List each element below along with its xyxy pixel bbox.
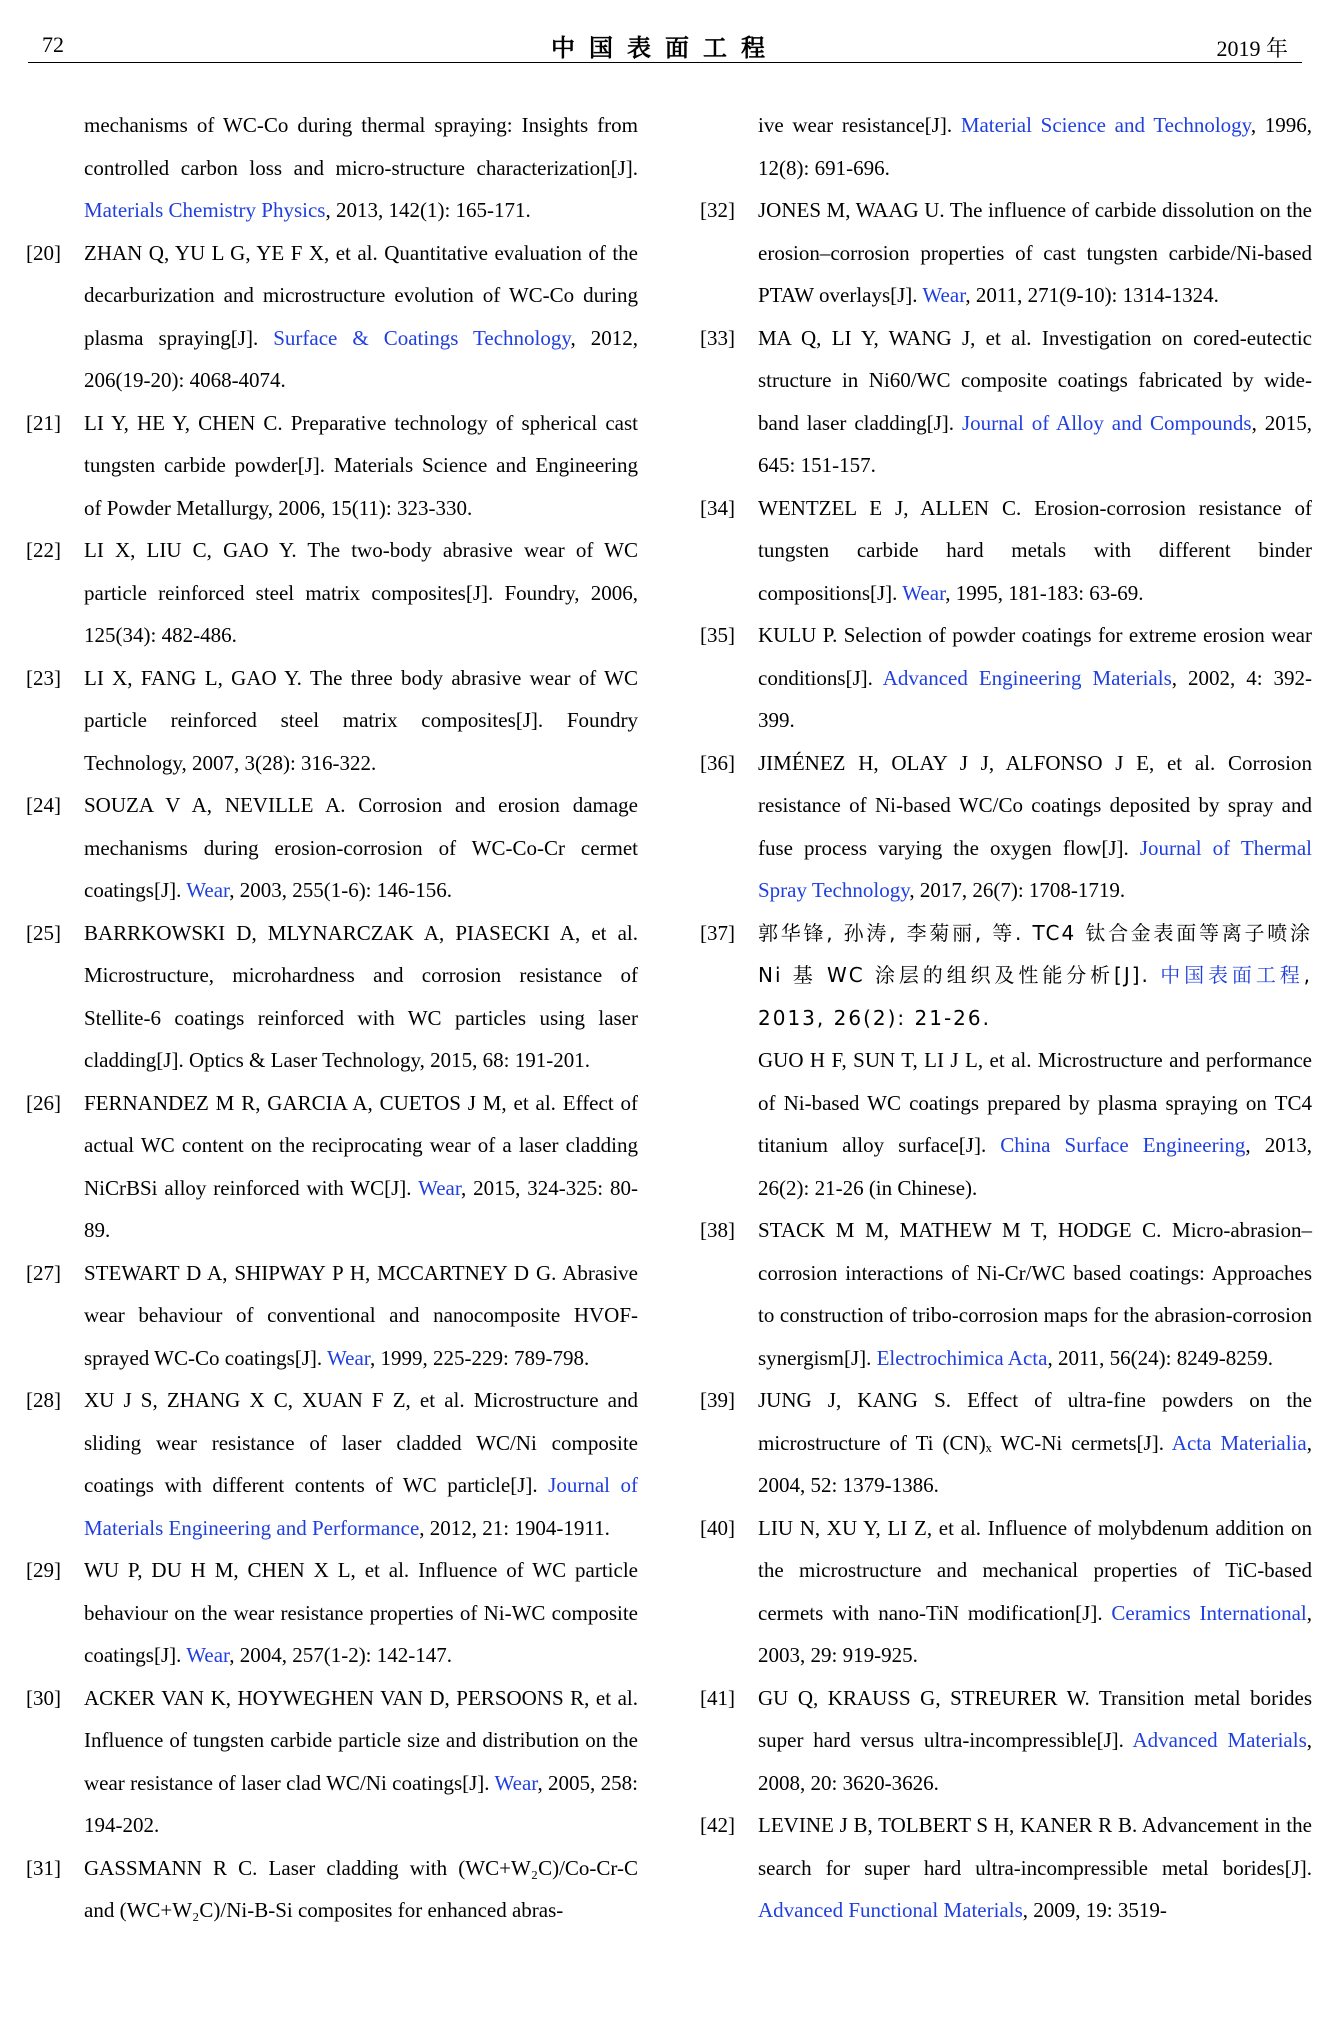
- reference-text: WENTZEL E J, ALLEN C. Erosion-corrosion resistance of tungsten carbide hard metals with different binder compositions[J].: [758, 495, 1312, 605]
- reference-text: , 1996, 12(8): 691-696.: [758, 113, 1313, 180]
- reference-text: , 2005, 258: 194-202.: [84, 1770, 638, 1837]
- journal-link[interactable]: Wear: [418, 1175, 461, 1200]
- reference-item: [26, 1549, 638, 1677]
- reference-item: [700, 1039, 1312, 1209]
- journal-link[interactable]: Materials Chemistry Physics: [84, 198, 326, 222]
- journal-link[interactable]: Journal of Alloy and Compounds: [962, 410, 1252, 435]
- journal-link[interactable]: Wear: [327, 1345, 370, 1370]
- reference-text: WU P, DU H M, CHEN X L, et al. Influence of WC particle behaviour on the wear resistance properties of Ni-WC composite coatings[J].: [84, 1558, 638, 1667]
- reference-number: [33]: [700, 325, 735, 350]
- reference-text: LI X, FANG L, GAO Y. The three body abrasive wear of WC particle reinforced steel matrix composites[J]. Foundry Technology, 2007, 3(28): 316-322.: [84, 665, 638, 775]
- reference-text: ACKER VAN K, HOYWEGHEN VAN D, PERSOONS R, et al. Influence of tungsten carbide particle size and distribution on the wear resistance of laser clad WC/Ni coatings[J].: [84, 1685, 638, 1795]
- reference-text: , 2013, 26(2): 21-26.: [758, 963, 1312, 1030]
- reference-item: [26, 1847, 638, 1932]
- reference-number: [20]: [26, 240, 61, 265]
- reference-item: [26, 402, 638, 530]
- page-number: 72: [42, 32, 64, 57]
- reference-text: SOUZA V A, NEVILLE A. Corrosion and erosion damage mechanisms during erosion-corrosion of WC-Co-Cr cermet coatings[J].: [84, 793, 638, 902]
- reference-item: [26, 657, 638, 785]
- journal-link[interactable]: Acta Materialia: [1171, 1430, 1307, 1455]
- journal-link[interactable]: Journal of Thermal Spray Technology: [758, 835, 1312, 902]
- reference-text: , 2015, 645: 151-157.: [758, 410, 1313, 477]
- reference-text: , 2004, 257(1-2): 142-147.: [229, 1643, 453, 1667]
- reference-item: [700, 1804, 1312, 1932]
- reference-number: [25]: [26, 920, 61, 945]
- reference-item: [700, 189, 1312, 317]
- journal-link[interactable]: Advanced Materials: [1132, 1728, 1307, 1752]
- journal-link[interactable]: Advanced Functional Materials: [758, 1898, 1023, 1922]
- reference-number: [39]: [700, 1388, 735, 1412]
- journal-link[interactable]: Electrochimica Acta: [876, 1345, 1048, 1370]
- reference-number: [35]: [700, 623, 735, 647]
- reference-number: [26]: [26, 1090, 61, 1115]
- reference-number: [38]: [700, 1218, 735, 1242]
- reference-text: , 2002, 4: 392-399.: [758, 665, 1312, 732]
- reference-number: [40]: [700, 1515, 735, 1540]
- reference-number: [27]: [26, 1260, 61, 1285]
- page-header: [28, 26, 1302, 63]
- reference-text: mechanisms of WC-Co during thermal spraying: Insights from controlled carbon loss and micro-structure characterization[J].: [84, 113, 638, 180]
- reference-text: GASSMANN R C. Laser cladding with (WC+W₂C)/Co-Cr-C and (WC+W₂C)/Ni-B-Si composites for enhanced abras-: [84, 1855, 638, 1922]
- reference-text: FERNANDEZ M R, GARCIA A, CUETOS J M, et al. Effect of actual WC content on the reciprocating wear of a laser cladding NiCrBSi alloy reinforced with WC[J].: [84, 1090, 638, 1200]
- journal-link[interactable]: Wear: [922, 283, 966, 307]
- reference-item: [26, 1677, 638, 1847]
- reference-text: LIU N, XU Y, LI Z, et al. Influence of molybdenum addition on the microstructure and mechanical properties of TiC-based cermets with nano-TiN modification[J].: [758, 1515, 1312, 1625]
- reference-text: , 2011, 56(24): 8249-8259.: [1047, 1345, 1273, 1370]
- reference-number: [31]: [26, 1855, 61, 1880]
- reference-item: [700, 317, 1312, 487]
- reference-text: KULU P. Selection of powder coatings for extreme erosion wear conditions[J].: [758, 623, 1312, 690]
- reference-text: , 2015, 324-325: 80-89.: [84, 1175, 638, 1242]
- reference-text: , 2013, 26(2): 21-26 (in Chinese).: [758, 1133, 1312, 1200]
- reference-number: [30]: [26, 1685, 61, 1710]
- reference-item: [26, 1082, 638, 1252]
- reference-item: [26, 529, 638, 657]
- reference-text: , 2011, 271(9-10): 1314-1324.: [965, 283, 1219, 307]
- reference-number: [32]: [700, 198, 735, 222]
- reference-text: ZHAN Q, YU L G, YE F X, et al. Quantitative evaluation of the decarburization and microstructure evolution of WC-Co during plasma spraying[J].: [84, 240, 638, 350]
- reference-item: [26, 1379, 638, 1549]
- journal-link[interactable]: Wear: [186, 878, 230, 902]
- reference-item: [700, 104, 1312, 189]
- reference-item: [700, 1379, 1312, 1507]
- journal-link[interactable]: Wear: [186, 1643, 230, 1667]
- journal-link[interactable]: Wear: [494, 1770, 538, 1795]
- reference-text: , 2012, 206(19-20): 4068-4074.: [84, 325, 638, 392]
- reference-number: [22]: [26, 538, 61, 562]
- journal-link[interactable]: Material Science and Technology: [960, 113, 1251, 137]
- reference-text: MA Q, LI Y, WANG J, et al. Investigation on cored-eutectic structure in Ni60/WC composite coatings fabricated by wide-band laser cladding[J].: [758, 325, 1312, 435]
- reference-item: [26, 232, 638, 402]
- reference-number: [34]: [700, 495, 735, 520]
- reference-number: [28]: [26, 1388, 61, 1412]
- reference-item: [700, 487, 1312, 615]
- reference-text: JIMÉNEZ H, OLAY J J, ALFONSO J E, et al. Corrosion resistance of Ni-based WC/Co coatings deposited by spray and fuse process varying the oxygen flow[J].: [758, 750, 1312, 860]
- reference-text: BARRKOWSKI D, MLYNARCZAK A, PIASECKI A, et al. Microstructure, microhardness and corrosion resistance of Stellite-6 coatings reinforced with WC particles using laser cladding[J]. Optics & Laser Technology, 2015, 68: 191-201.: [84, 920, 638, 1072]
- reference-number: [21]: [26, 410, 61, 435]
- reference-text: , 2004, 52: 1379-1386.: [758, 1430, 1312, 1497]
- reference-text: XU J S, ZHANG X C, XUAN F Z, et al. Microstructure and sliding wear resistance of laser cladded WC/Ni composite coatings with different contents of WC particle[J].: [84, 1388, 638, 1497]
- reference-text: STACK M M, MATHEW M T, HODGE C. Micro-abrasion–corrosion interactions of Ni-Cr/WC based coatings: Approaches to construction of tribo-corrosion maps for the abrasion-corrosion synergism[J].: [758, 1218, 1312, 1370]
- reference-text: LEVINE J B, TOLBERT S H, KANER R B. Advancement in the search for super hard ultra-incompressible metal borides[J].: [758, 1813, 1312, 1880]
- reference-number: [23]: [26, 665, 61, 690]
- journal-link[interactable]: Wear: [902, 580, 946, 605]
- journal-title: 中国表面工程: [551, 34, 779, 62]
- reference-item: [700, 614, 1312, 742]
- reference-number: [42]: [700, 1813, 735, 1837]
- journal-link[interactable]: China Surface Engineering: [1000, 1133, 1246, 1157]
- reference-text: ive wear resistance[J].: [758, 113, 961, 137]
- reference-item: [700, 1677, 1312, 1805]
- journal-link[interactable]: Journal of Materials Engineering and Performance: [84, 1473, 638, 1540]
- left-column: [26, 104, 638, 1932]
- reference-item: [26, 104, 638, 232]
- reference-text: LI Y, HE Y, CHEN C. Preparative technology of spherical cast tungsten carbide powder[J]. Materials Science and Engineering of Powder Metallurgy, 2006, 15(11): 323-330.: [84, 410, 638, 520]
- reference-item: [700, 1209, 1312, 1379]
- reference-text: , 2012, 21: 1904-1911.: [419, 1515, 610, 1540]
- reference-text: STEWART D A, SHIPWAY P H, MCCARTNEY D G. Abrasive wear behaviour of conventional and nanocomposite HVOF-sprayed WC-Co coatings[J].: [84, 1260, 638, 1370]
- reference-item: [26, 912, 638, 1082]
- reference-text: , 2013, 142(1): 165-171.: [325, 198, 531, 222]
- journal-link[interactable]: Advanced Engineering Materials: [882, 665, 1172, 690]
- reference-item: [700, 1507, 1312, 1677]
- reference-text: JONES M, WAAG U. The influence of carbide dissolution on the erosion–corrosion properties of cast tungsten carbide/Ni-based PTAW overlays[J].: [758, 198, 1312, 307]
- reference-text: , 2003, 255(1-6): 146-156.: [229, 878, 453, 902]
- reference-text: GUO H F, SUN T, LI J L, et al. Microstructure and performance of Ni-based WC coatings prepared by plasma spraying on TC4 titanium alloy surface[J].: [758, 1048, 1312, 1157]
- reference-text: , 1995, 181-183: 63-69.: [945, 580, 1144, 605]
- reference-item: [26, 784, 638, 912]
- reference-number: [24]: [26, 793, 61, 817]
- reference-text: JUNG J, KANG S. Effect of ultra-fine powders on the microstructure of Ti (CN)ₓ WC-Ni cermets[J].: [758, 1388, 1312, 1455]
- reference-text: GU Q, KRAUSS G, STREURER W. Transition metal borides super hard versus ultra-incompressible[J].: [758, 1685, 1312, 1752]
- journal-link[interactable]: 中国表面工程: [1160, 963, 1304, 987]
- journal-link[interactable]: Surface & Coatings Technology: [273, 325, 571, 350]
- right-column: [700, 104, 1312, 1932]
- reference-text: , 1999, 225-229: 789-798.: [369, 1345, 590, 1370]
- reference-item: [700, 742, 1312, 912]
- reference-item: [700, 912, 1312, 1040]
- reference-text: 郭华锋, 孙涛, 李菊丽, 等. TC4 钛合金表面等离子喷涂 Ni 基 WC 涂层的组织及性能分析[J].: [758, 920, 1312, 987]
- reference-text: , 2003, 29: 919-925.: [758, 1600, 1312, 1667]
- reference-item: [26, 1252, 638, 1380]
- reference-text: , 2017, 26(7): 1708-1719.: [909, 878, 1126, 902]
- reference-number: [29]: [26, 1558, 61, 1582]
- reference-number: [36]: [700, 750, 735, 775]
- journal-link[interactable]: Ceramics International: [1111, 1600, 1307, 1625]
- reference-text: LI X, LIU C, GAO Y. The two-body abrasive wear of WC particle reinforced steel matrix composites[J]. Foundry, 2006, 125(34): 482-486.: [84, 538, 638, 647]
- reference-text: , 2008, 20: 3620-3626.: [758, 1728, 1312, 1795]
- reference-text: , 2009, 19: 3519-: [1022, 1898, 1167, 1922]
- year: 2019 年: [1216, 36, 1288, 61]
- reference-number: [37]: [700, 920, 735, 945]
- reference-number: [41]: [700, 1685, 735, 1710]
